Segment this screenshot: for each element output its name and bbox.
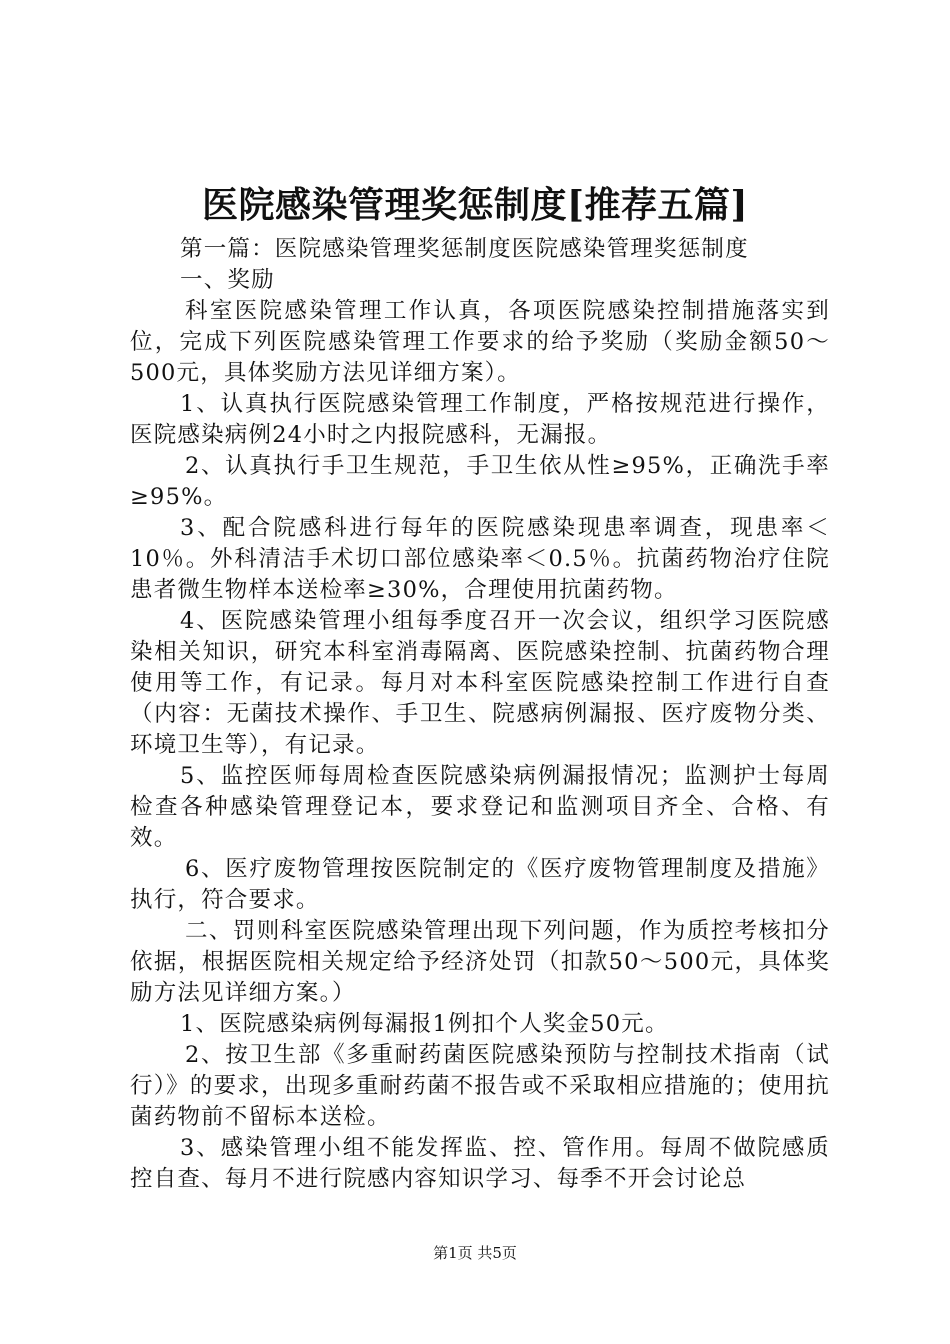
- page-footer: 第1页 共5页: [433, 1244, 517, 1262]
- paragraph: 4、医院感染管理小组每季度召开一次会议，组织学习医院感染相关知识，研究本科室消毒隔离、医院感染控制、抗菌药物合理使用等工作，有记录。每月对本科室医院感染控制工作进行自查（内容：无菌技术操作、手卫生、院感病例漏报、医疗废物分类、环境卫生等），有记录。: [130, 608, 830, 758]
- paragraph: 3、感染管理小组不能发挥监、控、管作用。每周不做院感质控自查、每月不进行院感内容知识学习、每季不开会讨论总: [130, 1135, 830, 1192]
- paragraph: 2、按卫生部《多重耐药菌医院感染预防与控制技术指南（试行）》的要求，出现多重耐药菌不报告或不采取相应措施的；使用抗菌药物前不留标本送检。: [130, 1042, 830, 1130]
- paragraph: 2、认真执行手卫生规范，手卫生依从性≥95%，正确洗手率≥95%。: [130, 453, 830, 510]
- paragraph-heading-1: 第一篇：医院感染管理奖惩制度医院感染管理奖惩制度: [180, 236, 749, 262]
- paragraph: 1、认真执行医院感染管理工作制度，严格按规范进行操作，医院感染病例24小时之内报院感科，无漏报。: [130, 391, 830, 448]
- paragraph: 3、配合院感科进行每年的医院感染现患率调查，现患率＜10％。外科清洁手术切口部位感染率＜0.5％。抗菌药物治疗住院患者微生物样本送检率≥30%，合理使用抗菌药物。: [130, 515, 830, 603]
- document-body: [130, 234, 830, 1195]
- document-title: 医院感染管理奖惩制度[推荐五篇]: [201, 184, 749, 226]
- paragraph-section-reward: 一、奖励: [180, 267, 275, 293]
- paragraph: 6、医疗废物管理按医院制定的《医疗废物管理制度及措施》执行，符合要求。: [130, 856, 830, 913]
- paragraph-section-penalty: 二、罚则科室医院感染管理出现下列问题，作为质控考核扣分依据，根据医院相关规定给予经济处罚（扣款50～500元，具体奖励方法见详细方案。）: [130, 918, 830, 1006]
- paragraph: 1、医院感染病例每漏报1例扣个人奖金50元。: [180, 1011, 669, 1037]
- paragraph: 5、监控医师每周检查医院感染病例漏报情况；监测护士每周检查各种感染管理登记本，要求登记和监测项目齐全、合格、有效。: [130, 763, 830, 851]
- paragraph: 科室医院感染管理工作认真，各项医院感染控制措施落实到位，完成下列医院感染管理工作要求的给予奖励（奖励金额50～500元，具体奖励方法见详细方案）。: [130, 298, 830, 386]
